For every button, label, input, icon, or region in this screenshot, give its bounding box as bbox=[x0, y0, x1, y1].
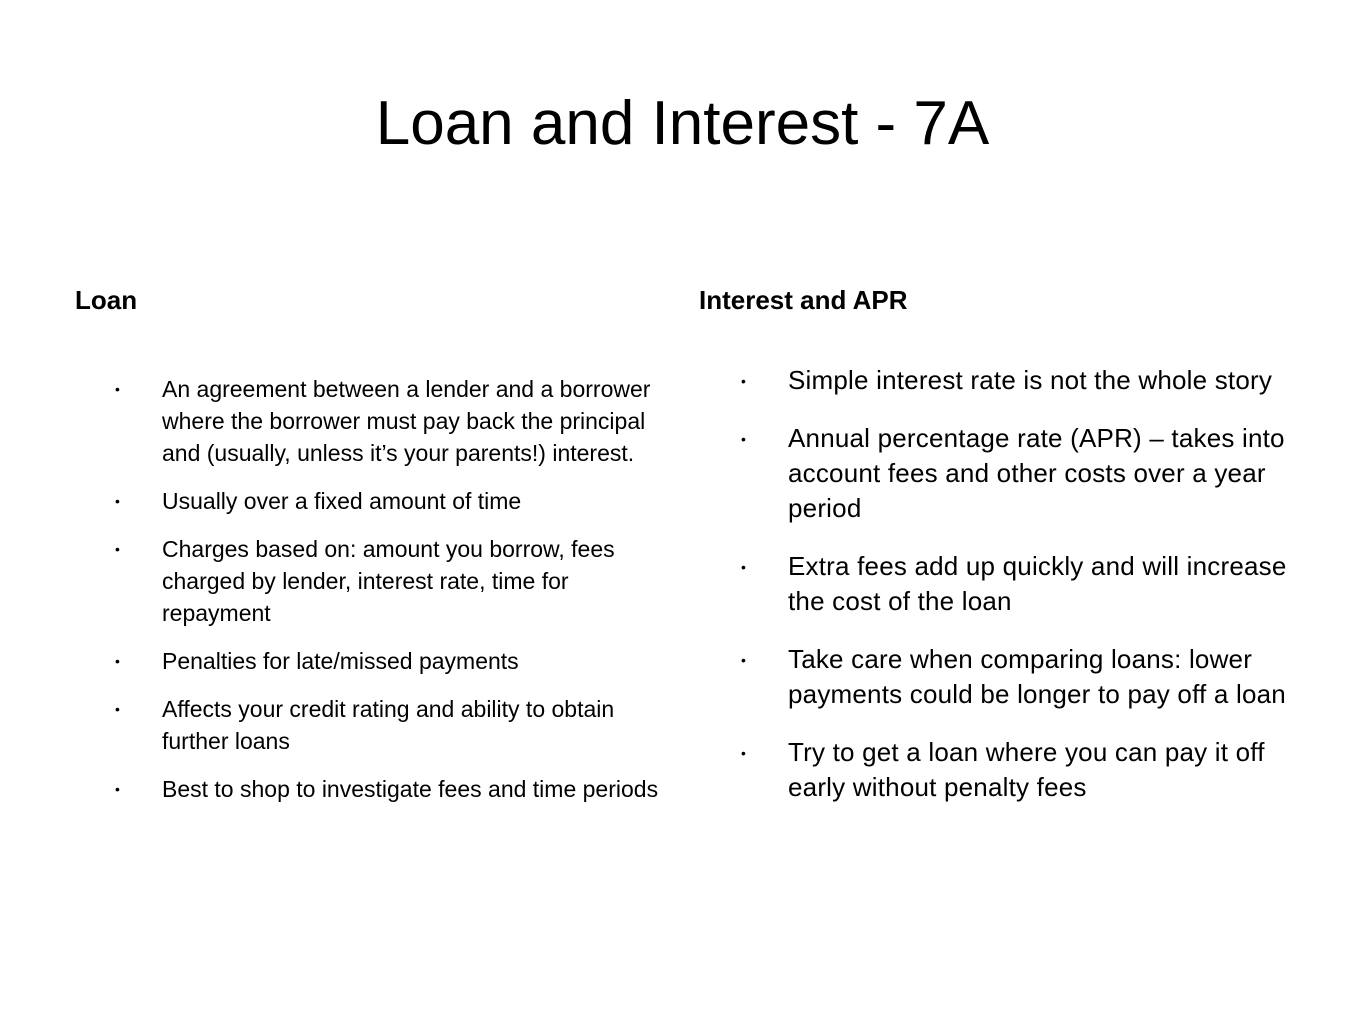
list-item bbox=[115, 645, 675, 677]
bullet-dot-icon: • bbox=[741, 745, 747, 761]
bullet-text: Best to shop to investigate fees and time periods bbox=[162, 776, 659, 802]
interest-apr-bullet-list bbox=[741, 363, 1311, 828]
list-item bbox=[115, 773, 675, 805]
loan-heading: Loan bbox=[75, 285, 138, 315]
list-item bbox=[115, 693, 675, 757]
slide-title: Loan and Interest - 7A bbox=[375, 89, 990, 158]
bullet-text: Annual percentage rate (APR) – takes into account fees and other costs over a year period bbox=[788, 423, 1285, 523]
bullet-dot-icon: • bbox=[741, 652, 747, 668]
bullet-text: Charges based on: amount you borrow, fees charged by lender, interest rate, time for repayment bbox=[162, 536, 615, 626]
list-item bbox=[115, 373, 675, 469]
bullet-text: An agreement between a lender and a borrower where the borrower must pay back the principal and (usually, unless it’s your parents!) interest. bbox=[162, 376, 651, 466]
bullet-text: Usually over a fixed amount of time bbox=[162, 488, 522, 514]
bullet-dot-icon: • bbox=[115, 653, 120, 669]
bullet-dot-icon: • bbox=[741, 373, 747, 389]
bullet-dot-icon: • bbox=[115, 381, 120, 397]
list-item bbox=[741, 735, 1311, 805]
bullet-dot-icon: • bbox=[115, 701, 120, 717]
bullet-text: Penalties for late/missed payments bbox=[162, 648, 519, 674]
bullet-dot-icon: • bbox=[115, 781, 120, 797]
bullet-dot-icon: • bbox=[741, 431, 747, 447]
bullet-dot-icon: • bbox=[115, 493, 120, 509]
bullet-text: Affects your credit rating and ability to obtain further loans bbox=[162, 696, 615, 754]
bullet-dot-icon: • bbox=[115, 541, 120, 557]
loan-bullet-list bbox=[115, 373, 675, 821]
bullet-text: Try to get a loan where you can pay it off early without penalty fees bbox=[788, 737, 1265, 802]
bullet-text: Simple interest rate is not the whole story bbox=[788, 365, 1273, 395]
list-item bbox=[741, 549, 1311, 619]
bullet-text: Take care when comparing loans: lower payments could be longer to pay off a loan bbox=[788, 644, 1286, 709]
list-item bbox=[115, 485, 675, 517]
list-item bbox=[741, 642, 1311, 712]
interest-apr-heading: Interest and APR bbox=[699, 285, 908, 315]
list-item bbox=[741, 363, 1311, 398]
bullet-text: Extra fees add up quickly and will increase the cost of the loan bbox=[788, 551, 1287, 616]
list-item bbox=[741, 421, 1311, 526]
bullet-dot-icon: • bbox=[741, 559, 747, 575]
list-item bbox=[115, 533, 675, 629]
